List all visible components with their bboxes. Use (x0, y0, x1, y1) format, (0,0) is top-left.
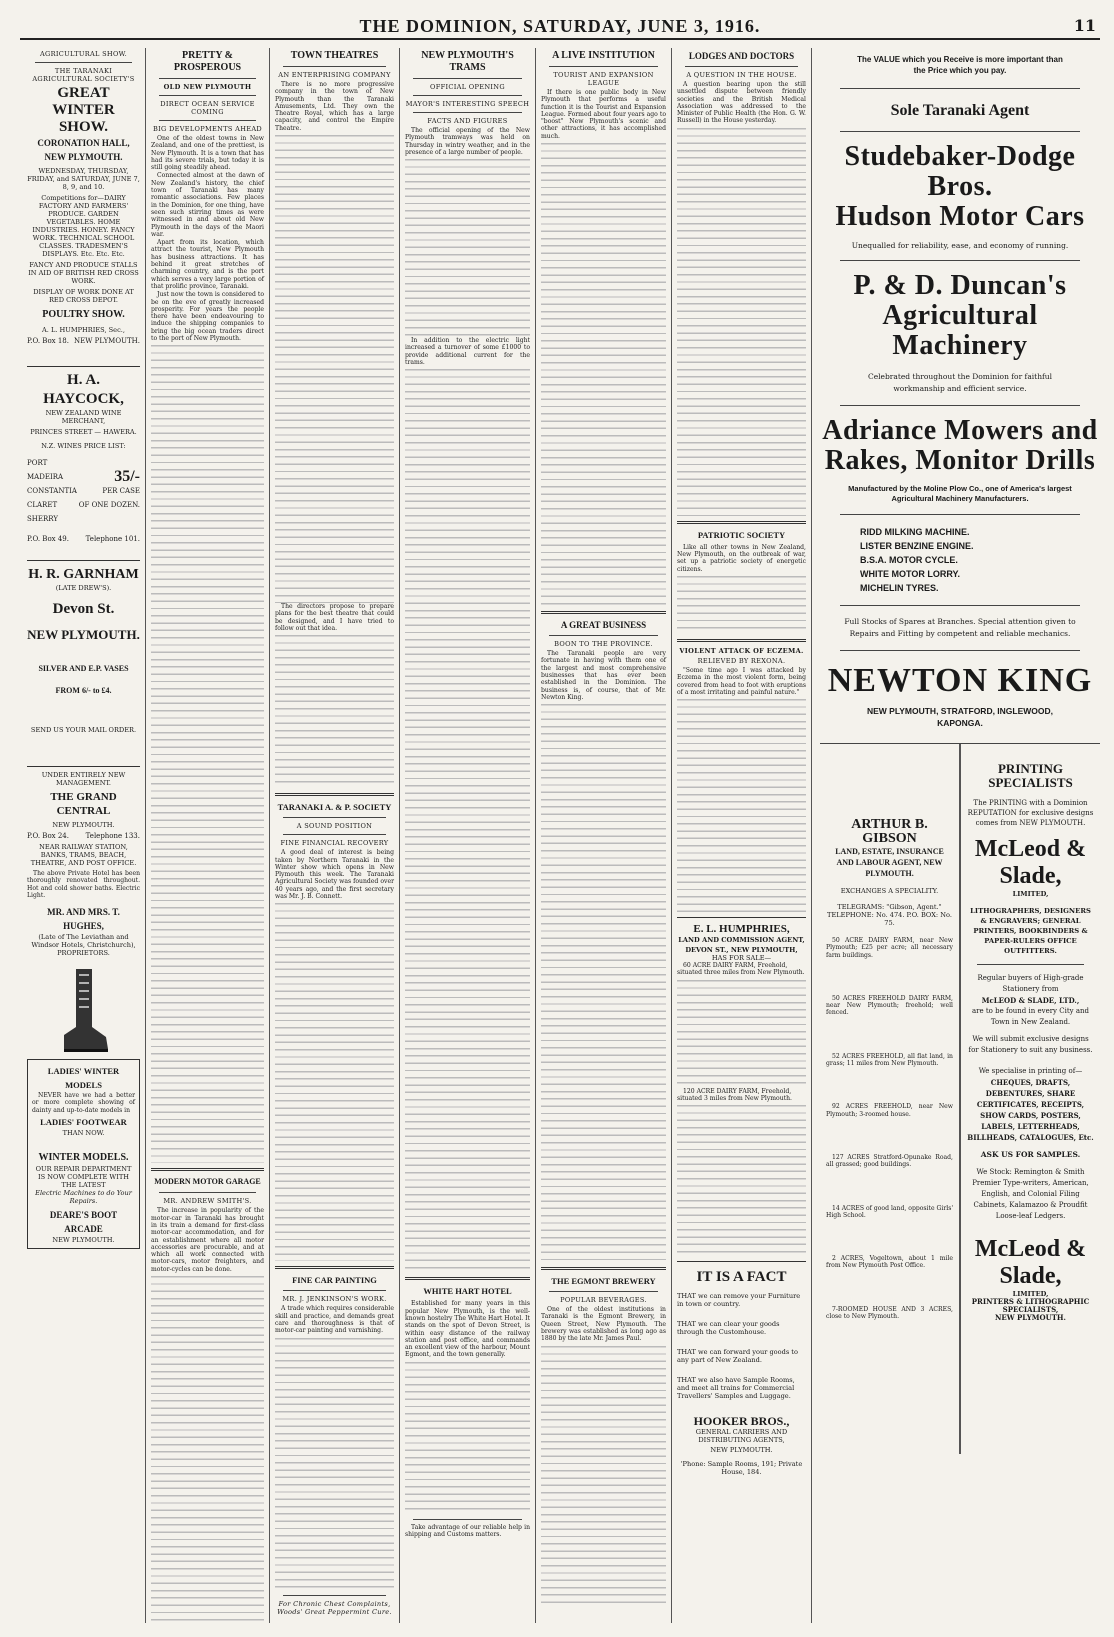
wine-price-title: N.Z. WINES PRICE LIST: (41, 442, 126, 450)
humphries-trade: LAND AND COMMISSION AGENT, (678, 936, 805, 945)
trams-headline: NEW PLYMOUTH'S TRAMS (421, 50, 514, 73)
business-body-filler (541, 702, 666, 1262)
peppermint-cure-ad: For Chronic Chest Complaints, Woods' Great Peppermint Cure. (277, 1599, 392, 1616)
agricultural-machinery: Agricultural Machinery (882, 300, 1038, 361)
celebrated-line: Celebrated throughout the Dominion for faithful workmanship and efficient service. (867, 372, 1053, 393)
studebaker-brand: Studebaker-Dodge Bros. (844, 141, 1076, 202)
machine-item: B.S.A. MOTOR CYCLE. (860, 555, 958, 565)
car-painting-subhead: MR. J. JENKINSON'S WORK. (282, 1295, 387, 1304)
fact-item: THAT we can forward your goods to any part of New Zealand. (677, 1348, 798, 1365)
haycock-name: H. A. HAYCOCK, (43, 372, 124, 407)
newton-king-ad (820, 48, 1100, 744)
show-headline: GREAT WINTER SHOW. (52, 85, 115, 135)
wine-row: CONSTANTIA PER CASE (27, 487, 140, 495)
business-paragraph: The Taranaki people are very fortunate in having with them one of the largest and most comprehensive businesses that has ever been established in the Dominion. The business is, of course, that of Mr. Newton King. (541, 650, 666, 701)
red-cross-display: DISPLAY OF WORK DONE AT RED CROSS DEPOT. (33, 288, 134, 304)
hooker-phone: 'Phone: Sample Rooms, 191; Private House, 184. (680, 1460, 803, 1477)
wine-price: 35/- (114, 468, 140, 485)
patriotic-paragraph: Like all other towns in New Zealand, New Plymouth, on the outbreak of war, set up a patriotic society of energetic citizens. (677, 543, 806, 573)
repair-department: OUR REPAIR DEPARTMENT IS NOW COMPLETE WITH THE LATEST (35, 1165, 132, 1190)
eczema-filler (677, 697, 806, 917)
for-sale-label: HAS FOR SALE— (711, 954, 772, 963)
hooker-trade: GENERAL CARRIERS AND DISTRIBUTING AGENTS, (695, 1428, 788, 1445)
humphries-ad (677, 917, 806, 1257)
wine-row: SHERRY (27, 515, 58, 523)
fact-item: THAT we can clear your goods through the Customhouse. (677, 1320, 780, 1337)
hooker-name: HOOKER BROS., (693, 1414, 790, 1429)
eczema-subhead: RELIEVED BY REXONA. (697, 656, 786, 665)
article-subhead: OLD NEW PLYMOUTH (163, 83, 252, 91)
samples-line: ASK US FOR SAMPLES. (980, 1150, 1081, 1159)
garnham-street: Devon St. (52, 601, 115, 617)
garnham-name: H. R. GARNHAM (28, 567, 139, 582)
eczema-paragraph: "Some time ago I was attacked by Eczema in the most violent form, being covered from head to foot with eruptions of a most irritating and painful nature." (677, 666, 806, 696)
printing-headline: PRINTING SPECIALISTS (988, 761, 1073, 790)
theatres-subhead: AN ENTERPRISING COMPANY (278, 71, 391, 79)
machine-item: LISTER BENZINE ENGINE. (860, 541, 974, 551)
value-tagline-2: the Price which you pay. (913, 66, 1007, 75)
adriance-brand: Adriance Mowers and (822, 415, 1098, 446)
winter-models: WINTER MODELS. (38, 1152, 129, 1164)
wine-contact: P.O. Box 49. Telephone 101. (27, 535, 140, 543)
wine-list (27, 456, 140, 526)
article-paragraph: One of the oldest towns in New Zealand, and one of the prettiest, is New Plymouth. It is a town that has had its severe trials, but today it is still going steadily ahead. (151, 135, 264, 172)
garnham-sub: (LATE DREW'S). (55, 584, 112, 592)
duncan-brand: P. & D. Duncan's (853, 270, 1067, 301)
printing-text: The PRINTING with a Dominion REPUTATION for exclusive designs comes from NEW PLYMOUTH. (967, 799, 1094, 827)
silver-vases: SILVER AND E.P. VASES (38, 664, 129, 673)
taranaki-paragraph: A good deal of interest is being taken by Northern Taranaki in the Winter show which opens in New Plymouth this week. The Taranaki Agricultural Society was founded over 40 years ago, and the first secretary was Mr. J. B. Connett. (275, 849, 394, 901)
ladies-text: NEVER have we had a better or more complete showing of dainty and up-to-date models in (32, 1092, 135, 1114)
show-secretary: A. L. HUMPHRIES, Sec., (42, 326, 125, 334)
taranaki-subhead: FINE FINANCIAL RECOVERY (280, 839, 389, 848)
hudson-brand: Hudson Motor Cars (835, 201, 1085, 232)
reliability-line: Unequalled for reliability, ease, and economy of running. (851, 241, 1069, 250)
management-note: UNDER ENTIRELY NEW MANAGEMENT. (41, 771, 126, 787)
vase-price: FROM 6/- to £4. (55, 686, 112, 695)
repair-machines: Electric Machines to do Your Repairs. (35, 1189, 132, 1206)
boot-arcade: DEARE'S BOOT ARCADE (49, 1210, 118, 1235)
ladies-models: LADIES' WINTER MODELS (47, 1066, 120, 1091)
printers-line: PRINTERS & LITHOGRAPHIC SPECIALISTS, (971, 1297, 1090, 1314)
humphries-name: E. L. HUMPHRIES, (693, 923, 790, 936)
league-body-filler (541, 141, 666, 606)
garnham-ad (27, 560, 140, 738)
white-hart-headline: WHITE HART HOTEL (423, 1286, 512, 1297)
footwear-sub: THAN NOW. (62, 1129, 105, 1138)
newspaper-title: THE DOMINION, SATURDAY, JUNE 3, 1916. (359, 15, 761, 36)
article-paragraph: Connected almost at the dawn of New Zealand's history, the chief town of Taranaki has many romantic associations. Few places in the Dominion, for one thing, have seen such stirring times as were witnessed in and about old New Plymouth in the days of the Maori war. (151, 172, 264, 238)
car-painting-headline: FINE CAR PAINTING (292, 1275, 377, 1286)
show-dates: WEDNESDAY, THURSDAY, FRIDAY, and SATURDAY, JUNE 7, 8, 9, and 10. (27, 167, 140, 191)
article-paragraph: Just now the town is considered to be on the eve of greatly increased prosperity. For years the people there have been endeavouring to induce the shipping companies to bring the big ocean traders direct to the port of New Plymouth. (151, 291, 264, 343)
column-3 (270, 48, 400, 1623)
machine-item: WHITE MOTOR LORRY. (860, 569, 960, 579)
article-headline: PRETTY & PROSPEROUS (173, 50, 242, 73)
hotel-town: NEW PLYMOUTH. (52, 821, 115, 829)
gibson-listing: 52 ACRES FREEHOLD, all flat land, in grass; 11 miles from New Plymouth. (826, 1052, 953, 1068)
business-subhead: BOON TO THE PROVINCE. (554, 640, 653, 649)
business-headline: A GREAT BUSINESS (560, 620, 647, 631)
grand-central-ad (27, 766, 140, 961)
land-listing: 60 ACRE DAIRY FARM, Freehold, situated three miles from New Plymouth. (677, 962, 805, 977)
gibson-name: ARTHUR B. GIBSON (851, 817, 928, 846)
trams-subhead: OFFICIAL OPENING (430, 83, 505, 91)
telegrams-line: TELEGRAMS: "Gibson, Agent." TELEPHONE: No. 474. P.O. BOX: No. 75. (827, 903, 952, 927)
column-1 (22, 48, 146, 1623)
theatres-headline: TOWN THEATRES (290, 50, 379, 61)
wine-row: CLARET OF ONE DOZEN. (27, 501, 140, 509)
gibson-listing: 50 ACRE DAIRY FARM, near New Plymouth; £25 per acre; all necessary farm buildings. (826, 937, 953, 959)
gibson-listing: 2 ACRES, Vogeltown, about 1 mile from New Plymouth Post Office. (826, 1255, 953, 1270)
submit-line: We will submit exclusive designs for Stationery to suit any business. (968, 1035, 1093, 1054)
gibson-listings (826, 937, 953, 1320)
fact-item: THAT we also have Sample Rooms, and meet all trains for Commercial Travellers' Samples and Luggage. (677, 1376, 795, 1401)
products-list: CHEQUES, DRAFTS, DEBENTURES, SHARE CERTIFICATES, RECEIPTS, SHOW CARDS, POSTERS, LABELS, LETTERHEADS, BILLHEADS, CATALOGUES, Etc. (967, 1078, 1094, 1142)
mcleod-limited: LIMITED, (1012, 890, 1049, 898)
gibson-listing: 50 ACRES FREEHOLD DAIRY FARM, near New Plymouth; freehold; well fenced. (826, 994, 953, 1017)
show-venue: CORONATION HALL, NEW PLYMOUTH. (37, 138, 130, 162)
land-filler (677, 978, 806, 1088)
section-label: AGRICULTURAL SHOW. (40, 50, 127, 58)
haycock-address: PRINCES STREET — HAWERA. (30, 428, 137, 436)
theatres-body-filler (275, 633, 394, 788)
wine-row: MADEIRA 35/- (27, 468, 140, 485)
mcleod-ltd: McLEOD & SLADE, LTD., (981, 996, 1080, 1005)
theatres-paragraph: There is no more progressive company in the town of New Plymouth than the Taranaki Amusements, Ltd. They own the Theatre Royal, which has a large capacity, and control the Empire Theatre. (275, 81, 394, 132)
league-headline: A LIVE INSTITUTION (552, 50, 655, 61)
specialise-line: We specialise in printing of— (978, 1067, 1083, 1075)
newton-king-brand: NEWTON KING (827, 662, 1093, 699)
hotel-description: The above Private Hotel has been thoroughly renovated throughout. Hot and cold shower baths. Electric Light. (27, 870, 140, 899)
brewery-paragraph: One of the oldest institutions in Taranaki is the Egmont Brewery, in Queen Street, New Plymouth. The brewery was established as long ago as 1880 by the late Mr. James Paul. (541, 1306, 666, 1343)
garage-paragraph: The increase in popularity of the motor-car in Taranaki has brought in its train a demand for first-class motor-car accommodation, and for an establishment where all motor accessories are procurable, and at which all work connected with motor-cars, motor freighters, and motor-cycles can be done. (151, 1207, 264, 1273)
trams-subhead: FACTS AND FIGURES (427, 117, 508, 125)
land-filler (677, 1103, 806, 1253)
trams-subhead: MAYOR'S INTERESTING SPEECH (405, 100, 530, 108)
column-6 (672, 48, 812, 1623)
machine-item: RIDD MILKING MACHINE. (860, 527, 970, 537)
article-subhead: BIG DEVELOPMENTS AHEAD (152, 125, 263, 133)
theatres-paragraph: The directors propose to prepare plans for the best theatre that could be designed, and I have tried to follow out that idea. (275, 603, 394, 632)
brewery-headline: THE EGMONT BREWERY (551, 1276, 656, 1287)
column-2 (146, 48, 270, 1623)
white-hart-filler (405, 1360, 530, 1515)
trams-paragraph: In addition to the electric light increased a turnover of some £1000 to provide additional current for the trams. (405, 337, 530, 367)
patriotic-headline: PATRIOTIC SOCIETY (697, 529, 786, 540)
hotel-name: THE GRAND CENTRAL (50, 791, 117, 817)
lodges-paragraph: A question bearing upon the still unsettled dispute between friendly societies and the British Medical Association was addressed to the Minister of Public Health (the Hon. G. W. Russell) in the House yesterday. (677, 81, 806, 125)
gibson-listing: 14 ACRES of good land, opposite Girls' High School. (826, 1204, 953, 1219)
machine-item: MICHELIN TYRES. (860, 583, 939, 593)
mcleod-brand: McLeod & Slade, (974, 836, 1087, 889)
hotel-contact: P.O. Box 24. Telephone 133. (27, 832, 140, 840)
league-subhead: TOURIST AND EXPANSION LEAGUE (553, 71, 654, 87)
footwear-heading: LADIES' FOOTWEAR (40, 1117, 127, 1128)
gibson-ad (820, 744, 960, 1454)
taranaki-headline: TARANAKI A. & P. SOCIETY (277, 802, 392, 813)
mcleod-slade-ad (960, 744, 1100, 1454)
haycock-ad (27, 366, 140, 550)
value-tagline: The VALUE which you Receive is more important than (857, 55, 1063, 64)
white-hart-paragraph: Established for many years in this popular New Plymouth, is the well-known hostelry The White Hart Hotel. It stands on the spot of Devon Street, is within easy distance of the railway station and post office, and commands an excellent view of the harbour, Mount Egmont, and the town generally. (405, 1300, 531, 1359)
column-7-advertisements (812, 48, 1100, 1623)
gibson-listing: 92 ACRES FREEHOLD, near New Plymouth; 3-roomed house. (826, 1103, 953, 1118)
lodges-headline: LODGES AND DOCTORS (688, 51, 795, 61)
boot-illustration (54, 965, 114, 1055)
garage-body-filler (151, 1274, 264, 1623)
machine-list (820, 525, 1100, 595)
stock-line: We Stock: Remington & Smith Premier Type-writers, American, English, and Colonial Filing Cabinets, Kalamazoo & Proudfit Loose-leaf Ledgers. (972, 1168, 1089, 1220)
found-line: are to be found in every City and Town in New Zealand. (971, 1007, 1089, 1026)
trams-paragraph: The official opening of the New Plymouth tramways was held on Thursday in wintry weather, and in the presence of a large number of people. (405, 127, 530, 156)
car-painting-paragraph: A trade which requires considerable skill and practice, and demands great care and thoroughness is that of motor-car painting and varnishing. (275, 1305, 394, 1335)
patriotic-filler (677, 574, 806, 634)
hotel-proprietors: MR. AND MRS. T. HUGHES, (47, 907, 120, 932)
masthead (20, 14, 1100, 40)
exchanges-line: EXCHANGES A SPECIALITY. (840, 887, 939, 895)
column-4 (400, 48, 536, 1623)
taranaki-body-filler (275, 901, 394, 1261)
car-painting-filler (275, 1336, 394, 1591)
fact-item: THAT we can remove your Furniture in town or country. (677, 1292, 801, 1309)
fact-headline: IT IS A FACT (696, 1269, 787, 1286)
lodges-body-filler (677, 126, 806, 516)
garage-subhead: MR. ANDREW SMITH'S. (163, 1197, 252, 1206)
fancy-stalls: FANCY AND PRODUCE STALLS IN AID OF BRITISH RED CROSS WORK. (28, 261, 139, 285)
poultry-show: POULTRY SHOW. (42, 309, 125, 320)
article-paragraph: Apart from its location, which attract the tourist, New Plymouth has business attractions. It has behind it great stretches of charming country, and is the port which serves a very large portion of that prolific province, Taranaki. (151, 239, 264, 290)
secretary-box: P.O. Box 18. NEW PLYMOUTH. (27, 337, 140, 345)
land-listing: 120 ACRE DAIRY FARM, Freehold, situated 3 miles from New Plymouth. (677, 1087, 792, 1103)
mail-order: SEND US YOUR MAIL ORDER. (30, 726, 137, 734)
rakes-brand: Rakes, Monitor Drills (824, 445, 1096, 476)
arcade-town: NEW PLYMOUTH. (52, 1236, 115, 1245)
eczema-headline: VIOLENT ATTACK OF ECZEMA. (679, 646, 804, 655)
trams-body-filler (405, 157, 530, 337)
article-body-filler (151, 343, 264, 1163)
sole-agent: Sole Taranaki Agent (890, 102, 1030, 119)
page-number: 11 (1073, 16, 1096, 35)
spares-line: Full Stocks of Spares at Branches. Special attention given to Repairs and Fitting by competent and reliable mechanics. (844, 617, 1076, 638)
column-5 (536, 48, 672, 1623)
league-paragraph: If there is one public body in New Plymouth that performs a useful function it is the Tourist and Expansion League. Formed about four years ago to "boost" New Plymouth's scenic and other attractions, it has accomplished much. (541, 89, 666, 140)
brewery-body-filler (541, 1344, 666, 1604)
proprietors-note: (Late of The Leviathan and Windsor Hotels, Christchurch), PROPRIETORS. (31, 933, 136, 958)
gibson-sub: LAND, ESTATE, INSURANCE AND LABOUR AGENT, NEW PLYMOUTH. (835, 847, 944, 878)
trams-body-filler (405, 367, 530, 1272)
manufactured-line: Manufactured by the Moline Plow Co., one of America's largest Agricultural Machinery Manufacturers. (848, 484, 1072, 503)
hotel-location: NEAR RAILWAY STATION, BANKS, TRAMS, BEACH, THEATRE, AND POST OFFICE. (30, 843, 137, 867)
wine-row: PORT (27, 459, 48, 467)
printers-town: NEW PLYMOUTH. (995, 1313, 1066, 1322)
garnham-town: NEW PLYMOUTH. (27, 627, 140, 642)
deare-ad (27, 1059, 140, 1249)
page-columns (22, 48, 1100, 1623)
buyers-line: Regular buyers of High-grade Stationery from (977, 974, 1084, 993)
haycock-trade: NEW ZEALAND WINE MERCHANT, (45, 409, 122, 425)
competitions: Competitions for—DAIRY FACTORY AND FARMERS' PRODUCE. GARDEN VEGETABLES. HOME INDUSTRIES. HONEY. FANCY WORK. TECHNICAL SCHOOL CLASSES. TRADESMEN'S DISPLAYS. Etc. Etc. Etc. (32, 194, 135, 258)
mcleod-brand-2: McLeod & Slade, (974, 1236, 1087, 1289)
humphries-address: DEVON ST., NEW PLYMOUTH, (685, 946, 798, 955)
mcleod-limited-2: LIMITED, (1012, 1290, 1049, 1298)
lodges-subhead: A QUESTION IN THE HOUSE. (686, 71, 797, 79)
hooker-ad (677, 1261, 806, 1480)
hooker-town: NEW PLYMOUTH. (710, 1446, 773, 1455)
garage-headline: MODERN MOTOR GARAGE (154, 1177, 261, 1187)
newton-towns: NEW PLYMOUTH, STRATFORD, INGLEWOOD, KAPONGA. (866, 706, 1054, 728)
lower-ads (820, 744, 1100, 1454)
taranaki-subhead: A SOUND POSITION (296, 822, 373, 831)
shipping-notice: Take advantage of our reliable help in shipping and Customs matters. (405, 1523, 530, 1539)
brewery-subhead: POPULAR BEVERAGES. (560, 1296, 647, 1305)
society-name: THE TARANAKI AGRICULTURAL SOCIETY'S (32, 67, 135, 83)
gibson-listing: 127 ACRES Stratford-Opunake Road, all grassed; good buildings. (826, 1153, 953, 1169)
article-subhead: DIRECT OCEAN SERVICE COMING (160, 100, 255, 116)
theatres-body-filler (275, 133, 394, 603)
gibson-listing: 7-ROOMED HOUSE AND 3 ACRES, close to New Plymouth. (826, 1305, 953, 1321)
lithographers-line: LITHOGRAPHERS, DESIGNERS & ENGRAVERS; GENERAL PRINTERS, BOOKBINDERS & PAPER-RULERS OFFICE OUTFITTERS. (970, 907, 1091, 955)
